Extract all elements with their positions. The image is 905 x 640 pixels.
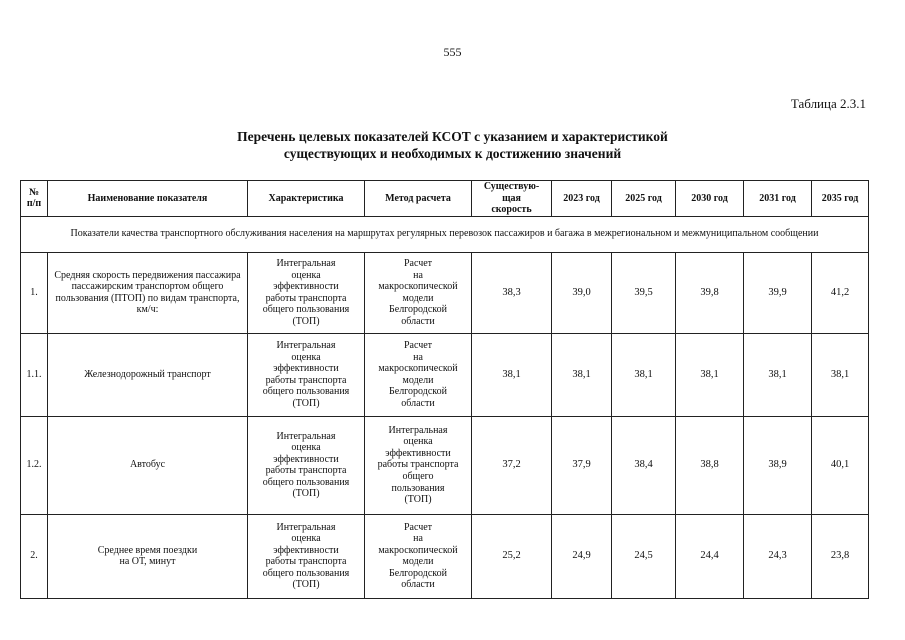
row-characteristic: Интегральная оценка эффективности работы транспорта общего пользования (ТОП) xyxy=(248,514,365,598)
row-value-2031: 39,9 xyxy=(744,252,812,333)
row-method: Интегральная оценка эффективности работы транспорта общего пользования (ТОП) xyxy=(365,416,472,514)
header-2035: 2035 год xyxy=(812,181,869,217)
row-value-2030: 39,8 xyxy=(676,252,744,333)
header-name: Наименование показателя xyxy=(48,181,248,217)
row-characteristic: Интегральная оценка эффективности работы транспорта общего пользования (ТОП) xyxy=(248,416,365,514)
table-row xyxy=(21,416,869,514)
row-indicator-name: Средняя скорость передвижения пассажира пассажирским транспортом общего пользования (ПТОП) по видам транспорта, км/ч: xyxy=(48,252,248,333)
header-2023: 2023 год xyxy=(552,181,612,217)
table-reference: Таблица 2.3.1 xyxy=(790,96,866,111)
row-value-2025: 38,1 xyxy=(612,333,676,416)
page-number: 555 xyxy=(443,45,462,59)
row-characteristic: Интегральная оценка эффективности работы транспорта общего пользования (ТОП) xyxy=(248,252,365,333)
row-value-2030: 38,1 xyxy=(676,333,744,416)
document-title xyxy=(0,128,905,162)
row-value-2030: 24,4 xyxy=(676,514,744,598)
section-heading: Показатели качества транспортного обслуживания населения на маршрутах регулярных перевозок пассажиров и багажа в межрегиональном и межмуниципальном сообщении xyxy=(21,216,869,252)
header-method: Метод расчета xyxy=(365,181,472,217)
row-value-2023: 38,1 xyxy=(552,333,612,416)
row-value-2031: 24,3 xyxy=(744,514,812,598)
header-2030: 2030 год xyxy=(676,181,744,217)
row-indicator-name: Среднее время поездки на ОТ, минут xyxy=(48,514,248,598)
header-existing: Существую- щая скорость xyxy=(472,181,552,217)
row-num: 1. xyxy=(21,252,48,333)
row-num: 1.1. xyxy=(21,333,48,416)
row-value-2035: 23,8 xyxy=(812,514,869,598)
row-method: Расчет на макроскопической модели Белгородской области xyxy=(365,252,472,333)
row-value-2023: 24,9 xyxy=(552,514,612,598)
row-method: Расчет на макроскопической модели Белгородской области xyxy=(365,514,472,598)
header-num: № п/п xyxy=(21,181,48,217)
row-existing-value: 37,2 xyxy=(472,416,552,514)
row-value-2023: 39,0 xyxy=(552,252,612,333)
row-value-2025: 24,5 xyxy=(612,514,676,598)
row-num: 1.2. xyxy=(21,416,48,514)
header-characteristic: Характеристика xyxy=(248,181,365,217)
row-num: 2. xyxy=(21,514,48,598)
table-row xyxy=(21,514,869,598)
row-existing-value: 25,2 xyxy=(472,514,552,598)
row-value-2031: 38,1 xyxy=(744,333,812,416)
indicators-table xyxy=(20,180,869,599)
row-existing-value: 38,1 xyxy=(472,333,552,416)
header-2031: 2031 год xyxy=(744,181,812,217)
row-value-2031: 38,9 xyxy=(744,416,812,514)
title-line-2: существующих и необходимых к достижению значений xyxy=(283,146,622,161)
row-method: Расчет на макроскопической модели Белгородской области xyxy=(365,333,472,416)
row-value-2030: 38,8 xyxy=(676,416,744,514)
table-row xyxy=(21,252,869,333)
section-row xyxy=(21,216,869,252)
table-row xyxy=(21,333,869,416)
row-value-2025: 39,5 xyxy=(612,252,676,333)
row-value-2025: 38,4 xyxy=(612,416,676,514)
row-characteristic: Интегральная оценка эффективности работы транспорта общего пользования (ТОП) xyxy=(248,333,365,416)
title-line-1: Перечень целевых показателей КСОТ с указанием и характеристикой xyxy=(237,129,668,144)
row-indicator-name: Автобус xyxy=(48,416,248,514)
row-indicator-name: Железнодорожный транспорт xyxy=(48,333,248,416)
row-value-2035: 41,2 xyxy=(812,252,869,333)
row-value-2023: 37,9 xyxy=(552,416,612,514)
row-existing-value: 38,3 xyxy=(472,252,552,333)
header-2025: 2025 год xyxy=(612,181,676,217)
table-header-row xyxy=(21,181,869,217)
row-value-2035: 38,1 xyxy=(812,333,869,416)
row-value-2035: 40,1 xyxy=(812,416,869,514)
